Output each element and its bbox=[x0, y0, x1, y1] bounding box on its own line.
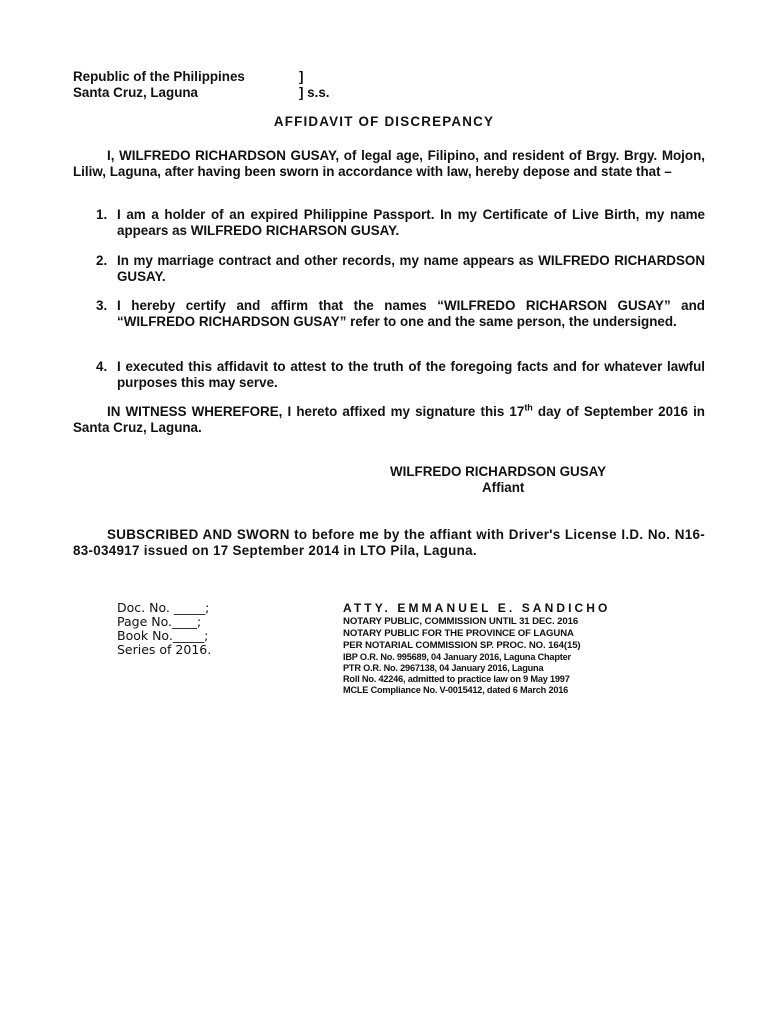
notarial-register-block bbox=[117, 601, 211, 657]
witness-text: IN WITNESS WHEREFORE, I hereto affixed my signature this 17 bbox=[107, 404, 525, 419]
list-item-number: 4. bbox=[96, 359, 108, 374]
notary-ibp: IBP O.R. No. 995689, 04 January 2016, Laguna Chapter bbox=[343, 652, 571, 662]
list-item-number: 2. bbox=[96, 253, 108, 268]
page-number: Page No.____; bbox=[117, 614, 202, 629]
list-item-text: In my marriage contract and other records, my name appears as WILFREDO RICHARDSON GUSAY. bbox=[117, 253, 705, 284]
notary-proc-no: PER NOTARIAL COMMISSION SP. PROC. NO. 164(15) bbox=[343, 640, 581, 651]
notary-roll: Roll No. 42246, admitted to practice law on 9 May 1997 bbox=[343, 674, 570, 684]
notary-commission: NOTARY PUBLIC, COMMISSION UNTIL 31 DEC. 2016 bbox=[343, 616, 579, 627]
affiant-role: Affiant bbox=[482, 480, 525, 495]
list-item-text: I am a holder of an expired Philippine Passport. In my Certificate of Live Birth, my name appears as WILFREDO RICHARSON GUSAY. bbox=[117, 207, 705, 238]
witness-text-end: day of September 2016 in Santa Cruz, Laguna. bbox=[73, 404, 705, 435]
notary-block bbox=[343, 601, 611, 696]
witness-ordinal: th bbox=[524, 402, 533, 413]
intro-paragraph: I, WILFREDO RICHARDSON GUSAY, of legal age, Filipino, and resident of Brgy. Brgy. Mojon, Liliw, Laguna, after having been sworn in accordance with law, hereby depose and state that – bbox=[73, 148, 705, 179]
notary-ptr: PTR O.R. No. 2967138, 04 January 2016, Laguna bbox=[343, 663, 544, 673]
series-year: Series of 2016. bbox=[117, 642, 212, 657]
list-item bbox=[96, 298, 705, 330]
affiant-name: WILFREDO RICHARDSON GUSAY bbox=[390, 464, 606, 479]
document-title: AFFIDAVIT OF DISCREPANCY bbox=[273, 114, 495, 129]
list-item bbox=[96, 359, 705, 391]
jurat-paragraph: SUBSCRIBED AND SWORN to before me by the affiant with Driver's License I.D. No. N16-83-034917 issued on 17 September 2014 in LTO Pila, Laguna. bbox=[73, 527, 705, 558]
list-item-text: I executed this affidavit to attest to the truth of the foregoing facts and for whatever lawful purposes this may serve. bbox=[117, 359, 705, 390]
venue-block bbox=[73, 69, 330, 101]
venue-ss: ] s.s. bbox=[299, 85, 330, 100]
list-item-number: 1. bbox=[96, 207, 108, 222]
notary-name: ATTY. EMMANUEL E. SANDICHO bbox=[343, 601, 611, 615]
list-item-text: I hereby certify and affirm that the names “WILFREDO RICHARSON GUSAY” and “WILFREDO RICHARDSON GUSAY” refer to one and the same person, the undersigned. bbox=[117, 298, 705, 329]
witness-paragraph bbox=[73, 404, 705, 436]
venue-republic: Republic of the Philippines bbox=[73, 69, 245, 84]
notary-mcle: MCLE Compliance No. V-0015412, dated 6 March 2016 bbox=[343, 685, 569, 695]
list-item bbox=[96, 207, 705, 239]
venue-bracket: ] bbox=[299, 69, 304, 84]
book-number: Book No._____; bbox=[117, 628, 209, 643]
doc-number: Doc. No. _____; bbox=[117, 600, 210, 615]
list-item bbox=[96, 253, 705, 285]
list-item-number: 3. bbox=[96, 298, 108, 313]
notary-province: NOTARY PUBLIC FOR THE PROVINCE OF LAGUNA bbox=[343, 628, 574, 639]
affiant-block bbox=[390, 464, 690, 496]
venue-province: Santa Cruz, Laguna bbox=[73, 85, 198, 100]
